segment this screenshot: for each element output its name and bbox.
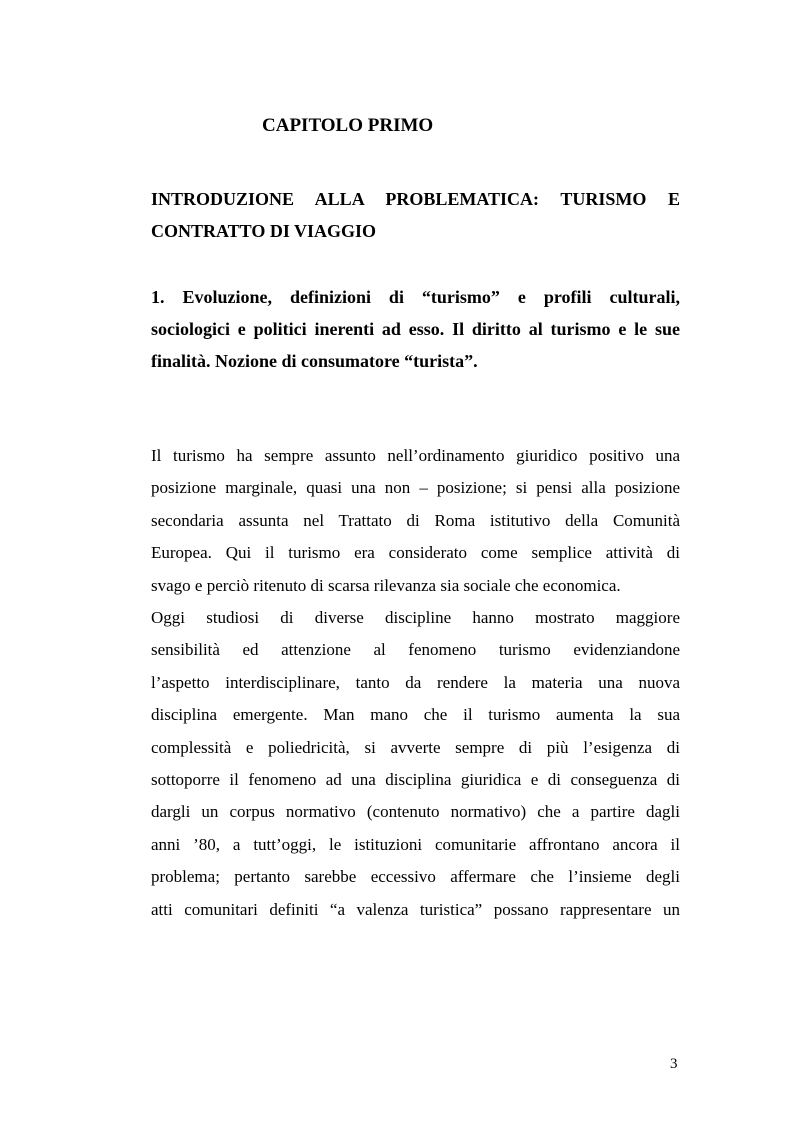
body-line: sensibilità ed attenzione al fenomeno turismo evidenziandone <box>151 640 680 660</box>
body-line: secondaria assunta nel Trattato di Roma istitutivo della Comunità <box>151 510 680 530</box>
body-line: disciplina emergente. Man mano che il turismo aumenta la sua <box>151 705 680 725</box>
body-text <box>151 440 680 926</box>
body-line: Il turismo ha sempre assunto nell’ordinamento giuridico positivo una <box>151 446 680 465</box>
body-line: Europea. Qui il turismo era considerato come semplice attività di <box>151 543 680 563</box>
body-line: sottoporre il fenomeno ad una disciplina giuridica e di conseguenza di <box>151 770 680 790</box>
section-heading-line: finalità. Nozione di consumatore “turista”. <box>151 351 478 371</box>
body-line: Oggi studiosi di diverse discipline hanno mostrato maggiore <box>151 608 680 628</box>
body-line: l’aspetto interdisciplinare, tanto da rendere la materia una nuova <box>151 672 680 692</box>
body-line: svago e perciò ritenuto di scarsa rilevanza sia sociale che economica. <box>151 575 621 595</box>
chapter-title: CAPITOLO PRIMO <box>262 115 434 136</box>
body-line: posizione marginale, quasi una non – posizione; si pensi alla posizione <box>151 478 680 498</box>
body-line: anni ’80, a tutt’oggi, le istituzioni comunitarie affrontano ancora il <box>151 834 680 854</box>
page-number: 3 <box>670 1056 678 1072</box>
section-heading-line: sociologici e politici inerenti ad esso. Il diritto al turismo e le sue <box>151 319 680 339</box>
section-heading-line: 1. Evoluzione, definizioni di “turismo” e profili culturali, <box>151 287 680 307</box>
body-line: complessità e poliedricità, si avverte sempre di più l’esigenza di <box>151 737 680 757</box>
paragraph-1 <box>151 440 680 602</box>
paragraph-2 <box>151 602 680 926</box>
intro-heading <box>151 183 680 247</box>
body-line: atti comunitari definiti “a valenza turistica” possano rappresentare un <box>151 899 680 919</box>
intro-heading-line: INTRODUZIONE ALLA PROBLEMATICA: TURISMO E <box>151 189 680 209</box>
intro-heading-line: CONTRATTO DI VIAGGIO <box>151 221 377 241</box>
section-heading <box>151 281 680 377</box>
body-line: dargli un corpus normativo (contenuto normativo) che a partire dagli <box>151 802 680 822</box>
body-line: problema; pertanto sarebbe eccessivo affermare che l’insieme degli <box>151 867 680 887</box>
